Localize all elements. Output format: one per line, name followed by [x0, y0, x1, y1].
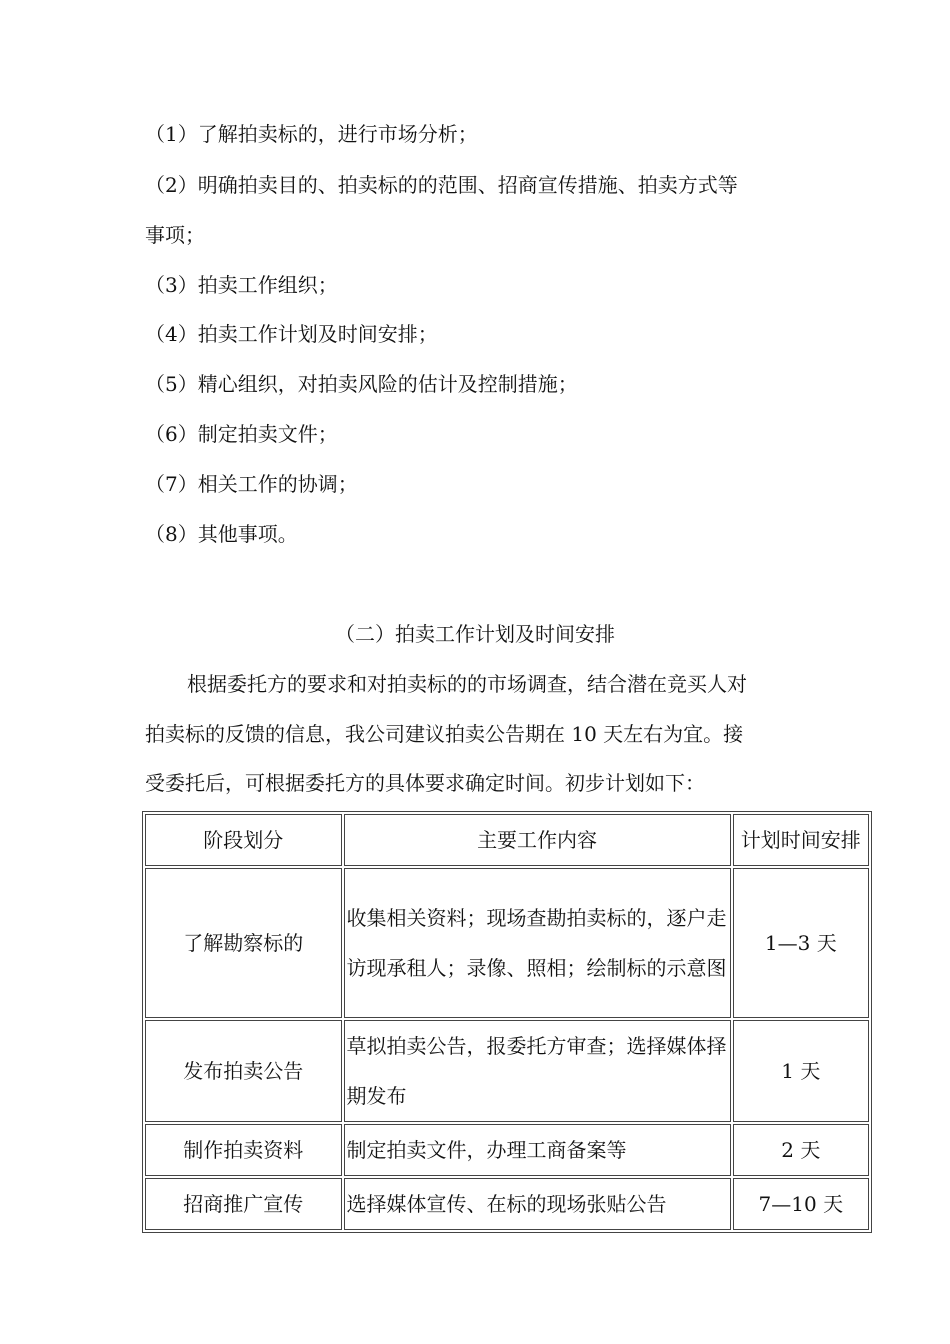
cell-time: 1 天: [733, 1020, 869, 1122]
cell-time: 2 天: [733, 1124, 869, 1176]
paragraph-line-2: 拍卖标的反馈的信息，我公司建议拍卖公告期在 10 天左右为宜。接: [145, 722, 744, 746]
list-item-3: （3）拍卖工作组织；: [145, 273, 338, 297]
cell-phase: 了解勘察标的: [145, 868, 342, 1018]
cell-time: 1—3 天: [733, 868, 869, 1018]
table-row: [145, 1020, 869, 1122]
paragraph-line-3: 受委托后，可根据委托方的具体要求确定时间。初步计划如下：: [145, 771, 705, 795]
table-row: [145, 1178, 869, 1230]
list-item-2-line-1: （2）明确拍卖目的、拍卖标的的范围、招商宣传措施、拍卖方式等: [145, 173, 738, 197]
list-item-7: （7）相关工作的协调；: [145, 472, 358, 496]
section-heading: （二）拍卖工作计划及时间安排: [335, 622, 615, 646]
cell-content: 制定拍卖文件，办理工商备案等: [344, 1124, 731, 1176]
list-item-8: （8）其他事项。: [145, 522, 298, 546]
list-item-4: （4）拍卖工作计划及时间安排；: [145, 322, 438, 346]
table-row: [145, 868, 869, 1018]
list-item-1: （1）了解拍卖标的，进行市场分析；: [145, 122, 478, 146]
paragraph-line-1: 根据委托方的要求和对拍卖标的的市场调查，结合潜在竞买人对: [187, 672, 747, 696]
cell-time: 7—10 天: [733, 1178, 869, 1230]
list-item-2-line-2: 事项；: [145, 223, 205, 247]
cell-phase: 招商推广宣传: [145, 1178, 342, 1230]
header-phase: 阶段划分: [145, 814, 342, 866]
header-time: 计划时间安排: [733, 814, 869, 866]
cell-content: 草拟拍卖公告，报委托方审查；选择媒体择期发布: [344, 1020, 731, 1122]
table-row: [145, 1124, 869, 1176]
header-content: 主要工作内容: [344, 814, 731, 866]
cell-phase: 制作拍卖资料: [145, 1124, 342, 1176]
table-header-row: [145, 814, 869, 866]
list-item-5: （5）精心组织，对拍卖风险的估计及控制措施；: [145, 372, 578, 396]
cell-content: 收集相关资料；现场查勘拍卖标的，逐户走访现承租人；录像、照相；绘制标的示意图: [344, 868, 731, 1018]
cell-phase: 发布拍卖公告: [145, 1020, 342, 1122]
cell-content: 选择媒体宣传、在标的现场张贴公告: [344, 1178, 731, 1230]
schedule-table: [142, 811, 872, 1233]
list-item-6: （6）制定拍卖文件；: [145, 422, 338, 446]
